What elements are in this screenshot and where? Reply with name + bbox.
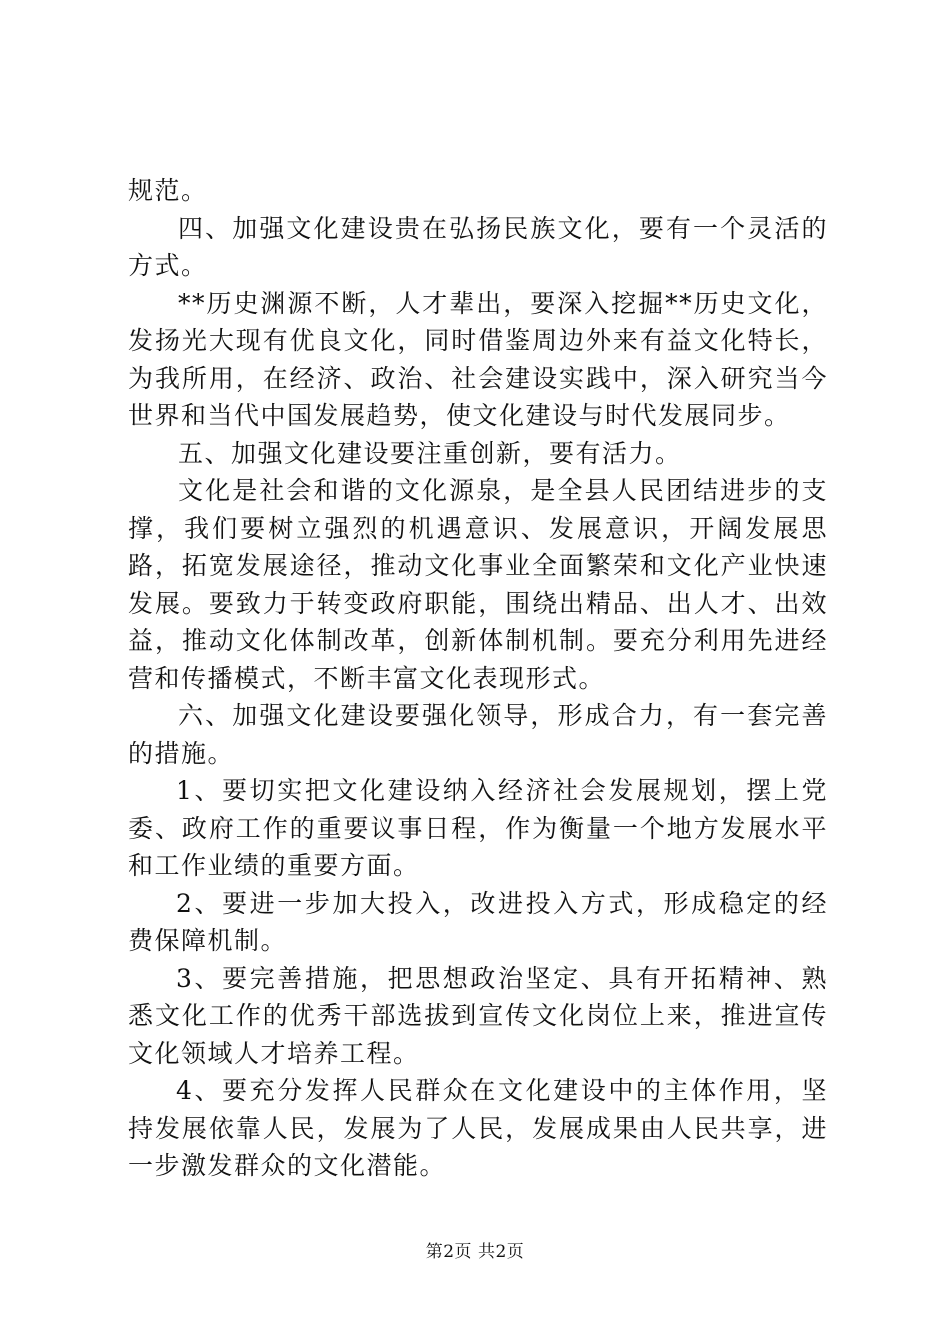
paragraph-continuation: 规范。 [128,176,208,205]
section-heading-four: 四、加强文化建设贵在弘扬民族文化，要有一个灵活的方式。 [128,213,828,280]
section-heading-five: 五、加强文化建设要注重创新，要有活力。 [178,438,682,468]
section-heading-six: 六、加强文化建设要强化领导，形成合力，有一套完善的措施。 [128,701,828,768]
measure-item-3: 3、要完善措施，把思想政治坚定、具有开拓精神、熟悉文化工作的优秀干部选拔到宣传文化岗位上来，推进宣传文化领域人才培养工程。 [128,963,828,1068]
measure-item-1: 1、要切实把文化建设纳入经济社会发展规划，摆上党委、政府工作的重要议事日程，作为衡量一个地方发展水平和工作业绩的重要方面。 [128,776,828,880]
measure-item-2: 2、要进一步加大投入，改进投入方式，形成稳定的经费保障机制。 [128,888,828,955]
document-body [128,172,828,1185]
paragraph-innovation: 文化是社会和谐的文化源泉，是全县人民团结进步的支撑，我们要树立强烈的机遇意识、发展意识，开阔发展思路，拓宽发展途径，推动文化事业全面繁荣和文化产业快速发展。要致力于转变政府职能，围绕出精品、出人才、出效益，推动文化体制改革，创新体制机制。要充分利用先进经营和传播模式，不断丰富文化表现形式。 [128,476,828,693]
page-number-footer: 第2页 共2页 [425,1242,525,1262]
measure-item-4: 4、要充分发挥人民群众在文化建设中的主体作用，坚持发展依靠人民，发展为了人民，发展成果由人民共享，进一步激发群众的文化潜能。 [128,1076,828,1180]
paragraph-history-culture: **历史渊源不断，人才辈出，要深入挖掘**历史文化，发扬光大现有优良文化，同时借鉴周边外来有益文化特长，为我所用，在经济、政治、社会建设实践中，深入研究当今世界和当代中国发展趋势，使文化建设与时代发展同步。 [128,288,828,430]
